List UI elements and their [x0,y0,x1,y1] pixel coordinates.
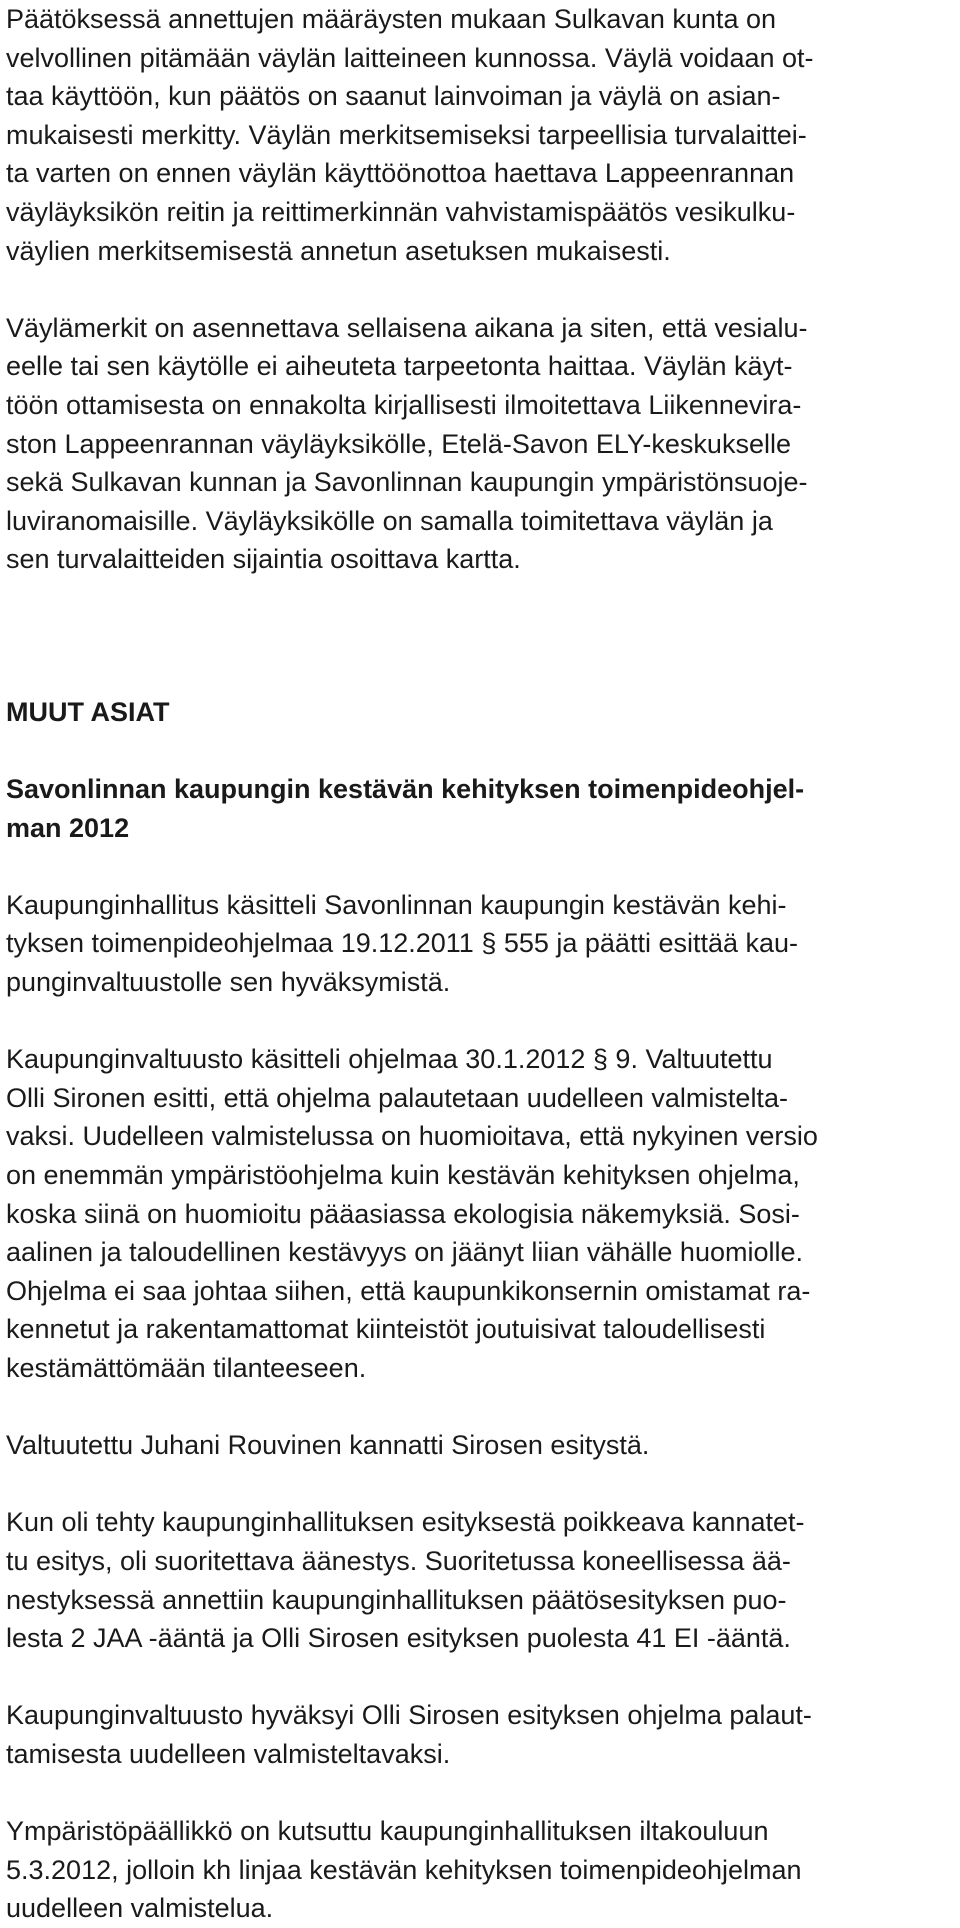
text-line: Kaupunginvaltuusto hyväksyi Olli Sirosen esityksen ohjelma palaut- [6,1700,812,1731]
paragraph-vote [6,1503,952,1657]
text-line: tyksen toimenpideohjelmaa 19.12.2011 § 555 ja päätti esittää kau- [6,928,799,959]
text-line: sen turvalaitteiden sijaintia osoittava kartta. [6,544,521,575]
text-line: velvollinen pitämään väylän laitteineen kunnossa. Väylä voidaan ot- [6,42,814,73]
text-line: kennetut ja rakentamattomat kiinteistöt joutuisivat taloudellisesti [6,1314,766,1345]
text-line: taa käyttöön, kun päätös on saanut lainvoiman ja väylä on asian- [6,81,781,112]
text-line: Ympäristöpäällikkö on kutsuttu kaupunginhallituksen iltakouluun [6,1816,769,1847]
text-line: töön ottamisesta on ennakolta kirjallisesti ilmoitettava Liikennevira- [6,389,802,420]
paragraph-council-decision [6,1696,952,1773]
paragraph-spacer [6,1658,952,1697]
paragraph-spacer [6,1774,952,1813]
paragraph-evening-session [6,1812,952,1928]
text-line: vaksi. Uudelleen valmistelussa on huomioitava, että nykyinen versio [6,1121,818,1152]
text-line: väyläyksikön reitin ja reittimerkinnän vahvistamispäätös vesikulku- [6,196,796,227]
paragraph-spacer [6,1465,952,1504]
text-line: lesta 2 JAA -ääntä ja Olli Sirosen esityksen puolesta 41 EI -ääntä. [6,1623,791,1654]
item-subheading [6,770,952,847]
text-line: 5.3.2012, jolloin kh linjaa kestävän kehityksen toimenpideohjelman [6,1854,802,1885]
text-line: uudelleen valmistelua. [6,1893,274,1924]
paragraph-seconded [6,1426,952,1465]
text-line: ston Lappeenrannan väyläyksikölle, Etelä-Savon ELY-keskukselle [6,428,791,459]
text-line: mukaisesti merkitty. Väylän merkitsemiseksi tarpeellisia turvalaittei- [6,119,807,150]
paragraph-spacer [6,1002,952,1041]
text-line: Valtuutettu Juhani Rouvinen kannatti Sirosen esitystä. [6,1430,650,1461]
text-line: luviranomaisille. Väyläyksikölle on samalla toimitettava väylän ja [6,505,773,536]
text-line: Kaupunginvaltuusto käsitteli ohjelmaa 30.1.2012 § 9. Valtuutettu [6,1044,773,1075]
text-line: Olli Sironen esitti, että ohjelma palautetaan uudelleen valmistelta- [6,1082,788,1113]
paragraph-spacer [6,732,952,771]
document-page [6,0,952,1928]
text-line: Kun oli tehty kaupunginhallituksen esityksestä poikkeava kannatet- [6,1507,805,1538]
text-line: nestyksessä annettiin kaupunginhallituksen päätösesityksen puo- [6,1584,787,1615]
paragraph-spacer [6,270,952,309]
paragraph-spacer [6,1388,952,1427]
paragraph-fairway-markers [6,309,952,579]
text-line: Päätöksessä annettujen määräysten mukaan Sulkavan kunta on [6,4,776,34]
text-line: eelle tai sen käytölle ei aiheuteta tarpeetonta haittaa. Väylän käyt- [6,351,793,382]
text-line: tamisesta uudelleen valmisteltavaksi. [6,1738,451,1769]
section-heading [6,693,952,732]
text-line: Väylämerkit on asennettava sellaisena aikana ja siten, että vesialu- [6,312,808,343]
text-line: on enemmän ympäristöohjelma kuin kestävän kehityksen ohjelma, [6,1160,800,1191]
text-line: sekä Sulkavan kunnan ja Savonlinnan kaupungin ympäristönsuoje- [6,467,808,498]
paragraph-city-board [6,886,952,1002]
text-line: Kaupunginhallitus käsitteli Savonlinnan kaupungin kestävän kehi- [6,889,787,920]
subheading-line: man 2012 [6,812,130,843]
paragraph-spacer [6,847,952,886]
paragraph-council-proposal [6,1040,952,1387]
text-line: punginvaltuustolle sen hyväksymistä. [6,967,451,998]
section-heading-text: MUUT ASIAT [6,696,170,727]
text-line: aalinen ja taloudellinen kestävyys on jäänyt liian vähälle huomiolle. [6,1237,804,1268]
paragraph-maintenance-obligation [6,0,952,270]
text-line: ta varten on ennen väylän käyttöönottoa haettava Lappeenrannan [6,158,795,189]
section-spacer [6,579,952,689]
subheading-line: Savonlinnan kaupungin kestävän kehityksen toimenpideohjel- [6,774,805,805]
text-line: väylien merkitsemisestä annetun asetuksen mukaisesti. [6,235,671,266]
text-line: koska siinä on huomioitu pääasiassa ekologisia näkemyksiä. Sosi- [6,1198,800,1229]
text-line: kestämättömään tilanteeseen. [6,1353,367,1383]
text-line: tu esitys, oli suoritettava äänestys. Suoritetussa koneellisessa ää- [6,1545,791,1576]
text-line: Ohjelma ei saa johtaa siihen, että kaupunkikonsernin omistamat ra- [6,1275,811,1306]
